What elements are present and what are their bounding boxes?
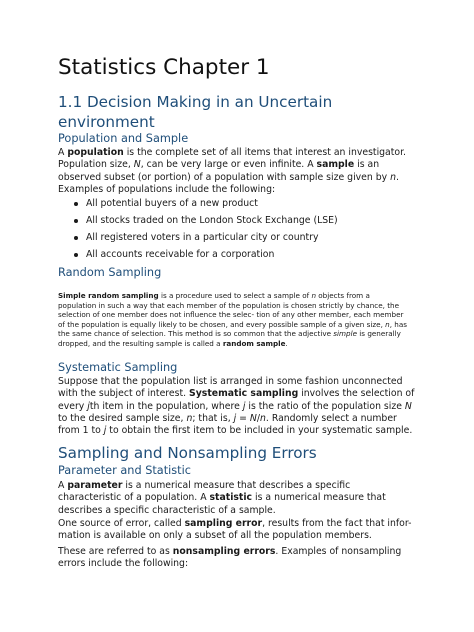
subheading-systematic-sampling: Systematic Sampling [58, 361, 178, 374]
section-heading-decision-making: 1.1 Decision Making in an Uncertain environment [58, 93, 333, 131]
text-run: objects from a population in such a way that each member of the population is chosen strictly by chance, the selection of one member does not influence the selec- tion of any other member, each member of the population is equally likely to be chosen, and every possible sample of a given size, [58, 291, 404, 329]
text-run: , has the same chance of selection. This method is so common that the adjective [58, 319, 408, 339]
text-run: is the complete set of all items that interest an investigator. Population size, [58, 147, 407, 171]
symbol-j: j [242, 400, 246, 412]
page-title: Statistics Chapter 1 [58, 55, 270, 80]
list-item [58, 215, 338, 232]
subheading-random-sampling: Random Sampling [58, 266, 162, 279]
term-statistic: statistic [209, 492, 253, 504]
list-item-text: All registered voters in a particular city or country [86, 232, 319, 243]
symbol-j: j [103, 425, 107, 437]
symbol-n: n [260, 412, 266, 424]
bullet-icon [74, 236, 78, 240]
text-run: ; that is, [192, 412, 234, 424]
term-simple: simple [333, 329, 358, 339]
list-item [58, 249, 338, 266]
symbol-N: N [249, 412, 257, 424]
symbol-n: n [385, 319, 390, 329]
text-run: Suppose that the population list is arranged in some fashion unconnected with the subject of interest. [58, 376, 403, 400]
text-run: One source of error, called [58, 518, 185, 529]
text-run: . [285, 338, 288, 348]
text-run: = [236, 412, 250, 424]
text-run: . Randomly select a number from 1 to [58, 412, 397, 437]
list-item-text: All accounts receivable for a corporation [86, 249, 275, 260]
text-run: A [58, 480, 68, 491]
section-heading-sampling-errors: Sampling and Nonsampling Errors [58, 444, 317, 462]
paragraph-parameter-statistic [58, 480, 398, 517]
text-run: These are referred to as [58, 546, 173, 557]
text-run: A [58, 147, 68, 158]
symbol-n: n [186, 412, 193, 424]
text-run: / [256, 412, 261, 424]
text-run: is a numerical measure that describes a specific characteristic of a sample. [58, 492, 386, 516]
paragraph-sampling-error [58, 518, 413, 543]
symbol-j: j [87, 400, 90, 412]
list-item-text: All stocks traded on the London Stock Exchange (LSE) [86, 215, 338, 226]
text-run: is an observed subset (or portion) of a population with sample size given by [58, 159, 391, 183]
text-run: . Examples of nonsampling errors include the following: [58, 546, 402, 570]
symbol-N: N [404, 400, 412, 412]
bullet-icon [74, 219, 78, 223]
term-population: population [67, 147, 124, 158]
text-run: to obtain the first item to be included in your systematic sample. [106, 425, 413, 437]
subheading-parameter-and-statistic: Parameter and Statistic [58, 464, 191, 477]
paragraph-population-examples-intro: Examples of populations include the following: [58, 184, 276, 195]
text-run: , results from the fact that infor- mation is available on only a subset of all the population members. [58, 518, 412, 542]
list-item-text: All potential buyers of a new product [86, 198, 258, 209]
term-nonsampling-errors: nonsampling errors [172, 546, 276, 557]
bullet-icon [74, 253, 78, 257]
term-simple-random-sampling: Simple random sampling [58, 291, 159, 300]
text-run: to the desired sample size, [58, 412, 187, 424]
paragraph-systematic-sampling [58, 376, 420, 437]
text-run: is generally dropped, and the resulting sample is called a [58, 329, 401, 348]
symbol-j: j [233, 412, 237, 424]
list-item [58, 232, 338, 249]
term-random-sample: random sample [222, 338, 286, 348]
paragraph-simple-random-sampling [58, 291, 408, 349]
text-run: . [395, 171, 399, 183]
subheading-population-and-sample: Population and Sample [58, 132, 189, 145]
paragraph-nonsampling-errors [58, 546, 408, 571]
term-sampling-error: sampling error [184, 518, 263, 529]
population-examples-list [58, 198, 338, 266]
text-run: involves the selection of every [58, 388, 415, 412]
text-run: , can be very large or even infinite. A [140, 159, 317, 171]
term-systematic-sampling: Systematic sampling [189, 388, 299, 400]
term-sample: sample [316, 159, 355, 171]
text-run: is a procedure used to select a sample of [158, 291, 312, 300]
term-parameter: parameter [67, 480, 123, 491]
symbol-n: n [390, 171, 396, 183]
text-run: is a numerical measure that describes a specific characteristic of a population. A [58, 480, 351, 504]
text-run: th item in the population, where [89, 400, 243, 412]
paragraph-population-definition [58, 147, 418, 184]
symbol-N: N [133, 159, 141, 171]
list-item [58, 198, 338, 215]
text-run: is the ratio of the population size [245, 400, 405, 412]
bullet-icon [74, 202, 78, 206]
symbol-n: n [311, 291, 316, 300]
